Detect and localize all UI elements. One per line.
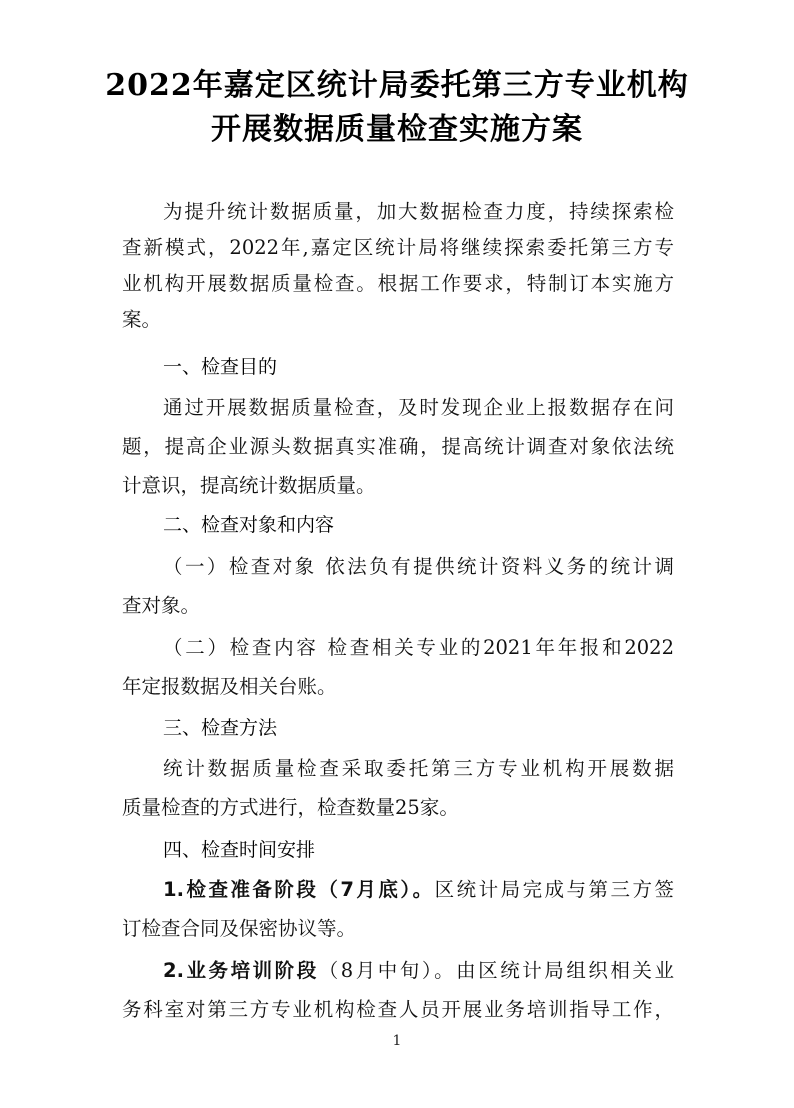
schedule-step2-line-1 <box>163 957 674 985</box>
step1-label: 1.检查准备阶段 <box>163 878 319 901</box>
scope-item2-line-1: （二）检查内容 检查相关专业的2021年年报和2022 <box>163 636 674 659</box>
page-number: 1 <box>392 1033 402 1049</box>
intro-line-1: 为提升统计数据质量，加大数据检查力度，持续探索检 <box>163 200 674 223</box>
intro-line-4: 案。 <box>122 308 162 331</box>
step2-text: 。由区统计局组织相关业 <box>434 959 674 982</box>
section-heading-schedule: 四、检查时间安排 <box>163 839 316 861</box>
scope-item1-line-1: （一）检查对象 依法负有提供统计资料义务的统计调 <box>163 555 674 578</box>
intro-line-2: 查新模式，2022年,嘉定区统计局将继续探索委托第三方专 <box>122 236 674 259</box>
scope-item2-line-2: 年定报数据及相关台账。 <box>122 675 337 698</box>
step2-period: （8月中旬） <box>318 959 435 982</box>
schedule-step1-line-2: 订检查合同及保密协议等。 <box>122 917 357 940</box>
section-heading-scope: 二、检查对象和内容 <box>163 514 335 536</box>
section-heading-purpose: 一、检查目的 <box>163 356 278 378</box>
method-line-1: 统计数据质量检查采取委托第三方专业机构开展数据 <box>163 757 674 780</box>
purpose-line-1: 通过开展数据质量检查，及时发现企业上报数据存在问 <box>163 396 674 419</box>
step1-period: （7月底）。 <box>318 878 435 901</box>
schedule-step1-line-1 <box>163 876 674 904</box>
method-line-2: 质量检查的方式进行，检查数量25家。 <box>122 796 459 819</box>
document-title-line-1: 2022年嘉定区统计局委托第三方专业机构 <box>105 68 689 103</box>
scope-item1-line-2: 查对象。 <box>122 594 201 617</box>
step1-text: 区统计局完成与第三方签 <box>434 878 674 901</box>
schedule-step2-line-2: 务科室对第三方专业机构检查人员开展业务培训指导工作， <box>122 998 674 1021</box>
intro-line-3: 业机构开展数据质量检查。根据工作要求，特制订本实施方 <box>122 272 674 295</box>
purpose-line-3: 计意识，提高统计数据质量。 <box>122 474 376 497</box>
purpose-line-2: 题，提高企业源头数据真实准确，提高统计调查对象依法统 <box>122 435 674 458</box>
document-title-line-2: 开展数据质量检查实施方案 <box>211 112 583 147</box>
step2-label: 2.业务培训阶段 <box>163 959 319 982</box>
section-heading-method: 三、检查方法 <box>163 717 278 739</box>
